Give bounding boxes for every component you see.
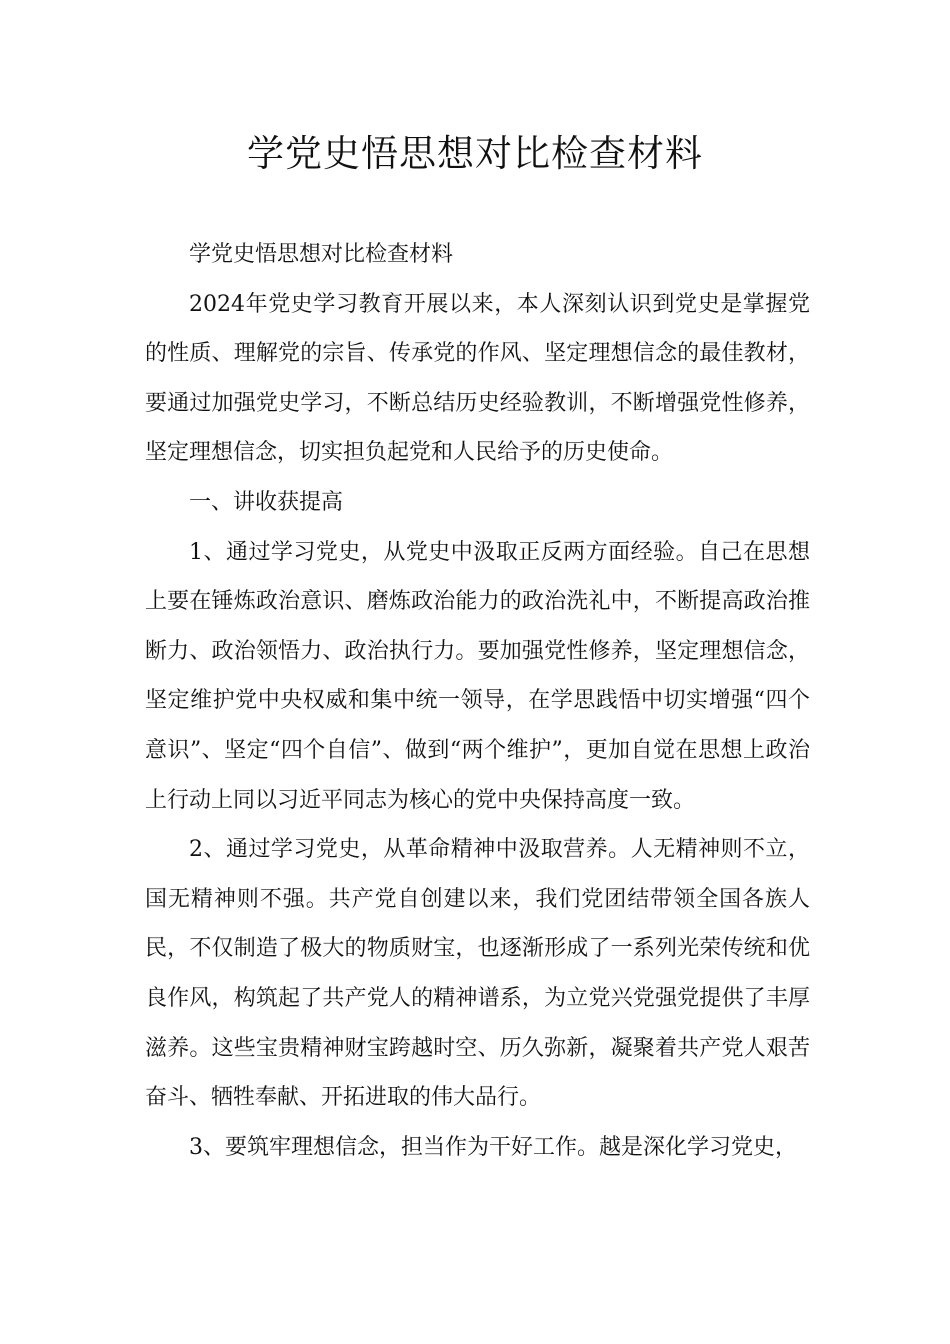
paragraph-item-2: 2、通过学习党史，从革命精神中汲取营养。人无精神则不立，国无精神则不强。共产党自创建以来，我们党团结带领全国各族人民，不仅制造了极大的物质财宝，也逐渐形成了一系列光荣传统和优良作风，构筑起了共产党人的精神谱系，为立党兴党强党提供了丰厚滋养。这些宝贵精神财宝跨越时空、历久弥新，凝聚着共产党人艰苦奋斗、牺牲奉献、开拓进取的伟大品行。 — [145, 837, 810, 1111]
document-body — [145, 230, 810, 1172]
section-heading: 一、讲收获提高 — [189, 489, 344, 515]
paragraph-intro: 2024年党史学习教育开展以来，本人深刻认识到党史是掌握党的性质、理解党的宗旨、传承党的作风、坚定理想信念的最佳教材，要通过加强党史学习，不断总结历史经验教训，不断增强党性修养，坚定理想信念，切实担负起党和人民给予的历史使命。 — [145, 291, 810, 466]
paragraph-subtitle: 学党史悟思想对比检查材料 — [189, 242, 454, 267]
paragraph-item-3: 3、要筑牢理想信念，担当作为干好工作。越是深化学习党史， — [189, 1134, 797, 1160]
paragraph-item-1: 1、通过学习党史，从党史中汲取正反两方面经验。自己在思想上要在锤炼政治意识、磨炼政治能力的政治洗礼中，不断提高政治推断力、政治领悟力、政治执行力。要加强党性修养，坚定理想信念，坚定维护党中央权威和集中统一领导，在学思践悟中切实增强“四个意识”、坚定“四个自信”、做到“两个维护”，更加自觉在思想上政治上行动上同以习近平同志为核心的党中央保持高度一致。 — [145, 539, 810, 813]
document-title: 学党史悟思想对比检查材料 — [247, 132, 703, 175]
